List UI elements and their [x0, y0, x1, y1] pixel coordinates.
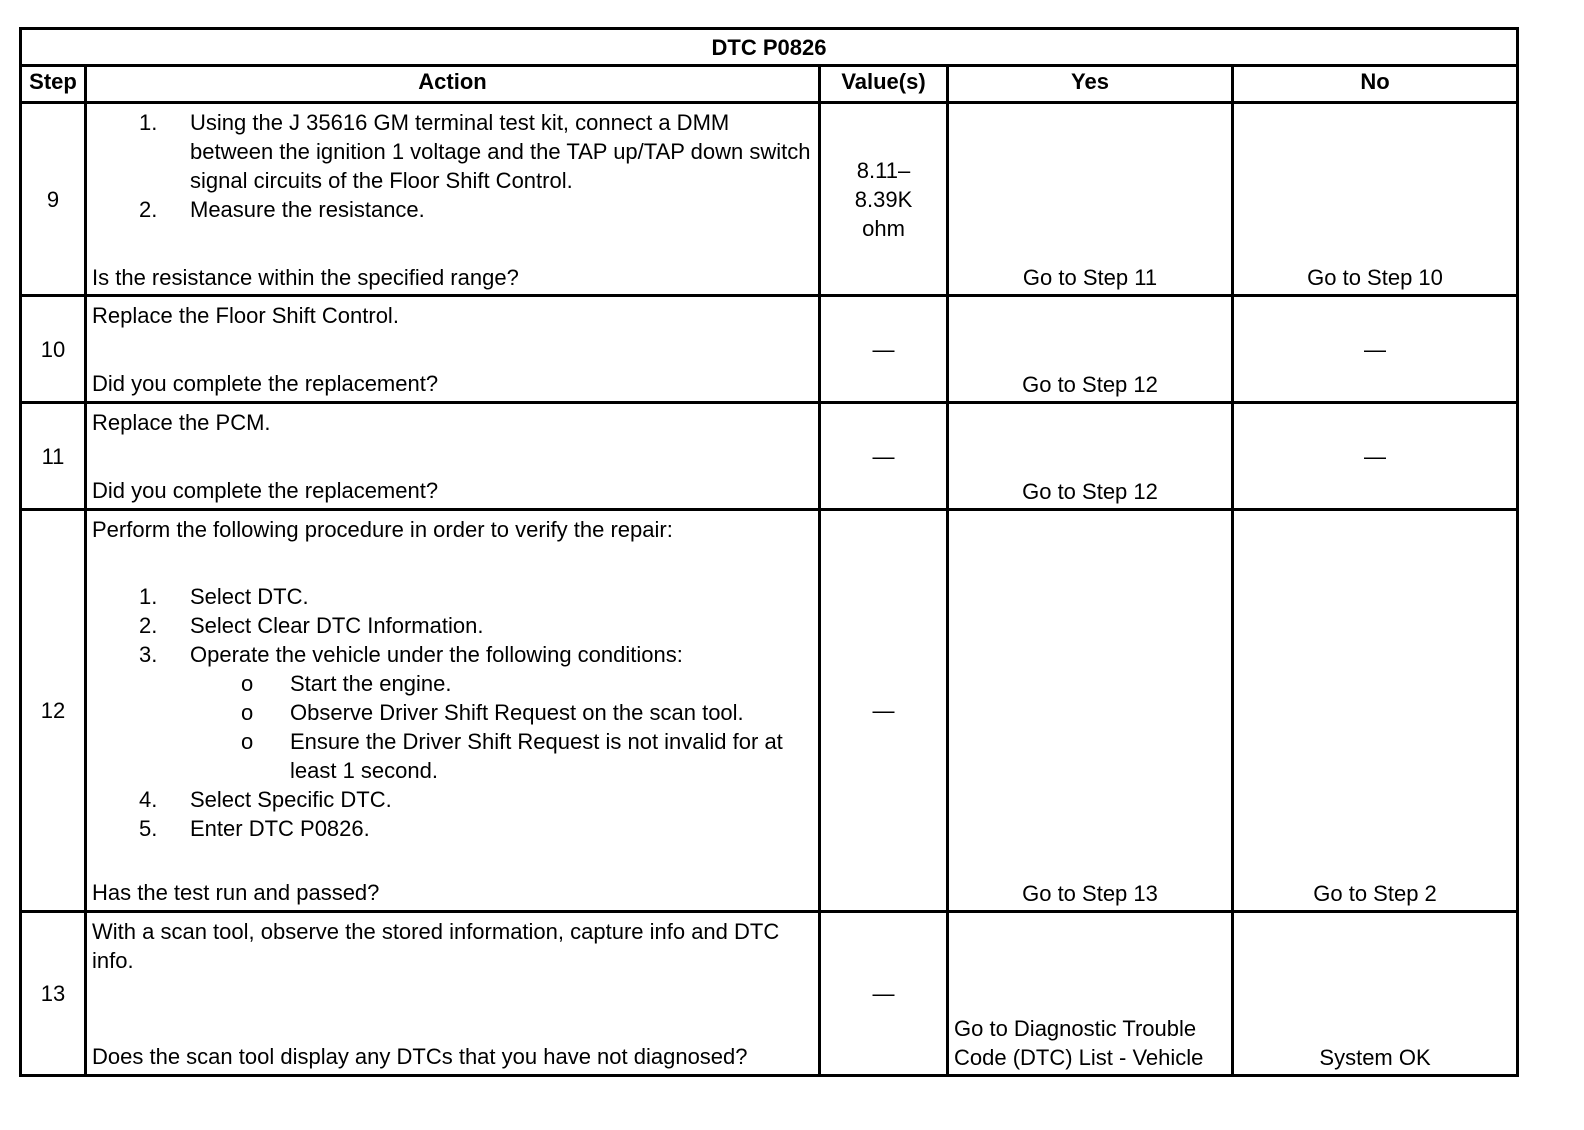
sub-step-list — [190, 669, 813, 785]
step-number: 11 — [21, 403, 86, 510]
value-cell: — — [820, 403, 948, 510]
list-item: 3. Operate the vehicle under the following conditions: o Start the engine. o Observe Driver Shift Request on the scan tool. o Ensure the Driver Shift Request is not invalid for at least 1 second. — [92, 640, 813, 785]
action-step-list — [92, 108, 813, 224]
action-question: Is the resistance within the specified range? — [92, 265, 519, 290]
header-yes: Yes — [948, 66, 1233, 103]
yes-cell: Go to Diagnostic Trouble Code (DTC) List - Vehicle — [948, 912, 1233, 1076]
action-text: Replace the PCM. — [92, 410, 271, 435]
table-row-step-9 — [21, 103, 1518, 296]
list-item: 2. Select Clear DTC Information. — [139, 613, 484, 638]
step-number: 9 — [21, 103, 86, 296]
yes-cell: Go to Step 12 — [948, 296, 1233, 403]
yes-cell: Go to Step 12 — [948, 403, 1233, 510]
list-item: o Start the engine. — [241, 671, 452, 696]
action-text: Replace the Floor Shift Control. — [92, 303, 399, 328]
action-cell — [86, 296, 820, 403]
no-cell: System OK — [1233, 912, 1518, 1076]
action-question: Does the scan tool display any DTCs that you have not diagnosed? — [92, 1044, 748, 1069]
no-cell: — — [1233, 296, 1518, 403]
value-cell: 8.11– 8.39K ohm — [820, 103, 948, 296]
header-row — [21, 66, 1518, 103]
header-step: Step — [21, 66, 86, 103]
list-item: 1. Select DTC. — [139, 584, 309, 609]
list-item: 4. Select Specific DTC. — [139, 787, 392, 812]
list-item: 5. Enter DTC P0826. — [139, 816, 370, 841]
action-text: Perform the following procedure in order to verify the repair: — [92, 517, 673, 542]
action-step-list — [92, 582, 813, 843]
list-item: 2. Measure the resistance. — [139, 197, 425, 222]
step-number: 12 — [21, 510, 86, 912]
value-cell: — — [820, 912, 948, 1076]
action-cell — [86, 510, 820, 912]
dtc-table — [19, 27, 1519, 1077]
no-cell: Go to Step 10 — [1233, 103, 1518, 296]
list-item: o Observe Driver Shift Request on the scan tool. — [241, 700, 744, 725]
step-number: 10 — [21, 296, 86, 403]
table-row-step-13 — [21, 912, 1518, 1076]
action-text: With a scan tool, observe the stored information, capture info and DTC info. — [92, 919, 780, 973]
action-question: Did you complete the replacement? — [92, 371, 439, 396]
yes-cell: Go to Step 13 — [948, 510, 1233, 912]
header-action: Action — [86, 66, 820, 103]
action-cell — [86, 403, 820, 510]
list-item: 1. Using the J 35616 GM terminal test kit, connect a DMM between the ignition 1 voltage and the TAP up/TAP down switch signal circuits of the Floor Shift Control. — [139, 110, 811, 193]
header-values: Value(s) — [820, 66, 948, 103]
action-question: Has the test run and passed? — [92, 880, 380, 905]
action-cell — [86, 103, 820, 296]
no-cell: — — [1233, 403, 1518, 510]
no-cell: Go to Step 2 — [1233, 510, 1518, 912]
yes-cell: Go to Step 11 — [948, 103, 1233, 296]
value-cell: — — [820, 510, 948, 912]
table-row-step-10 — [21, 296, 1518, 403]
list-item: o Ensure the Driver Shift Request is not invalid for at least 1 second. — [241, 729, 783, 783]
value-cell: — — [820, 296, 948, 403]
table-row-step-11 — [21, 403, 1518, 510]
table-row-step-12 — [21, 510, 1518, 912]
action-cell — [86, 912, 820, 1076]
header-no: No — [1233, 66, 1518, 103]
table-title: DTC P0826 — [21, 29, 1518, 66]
step-number: 13 — [21, 912, 86, 1076]
action-question: Did you complete the replacement? — [92, 478, 439, 503]
